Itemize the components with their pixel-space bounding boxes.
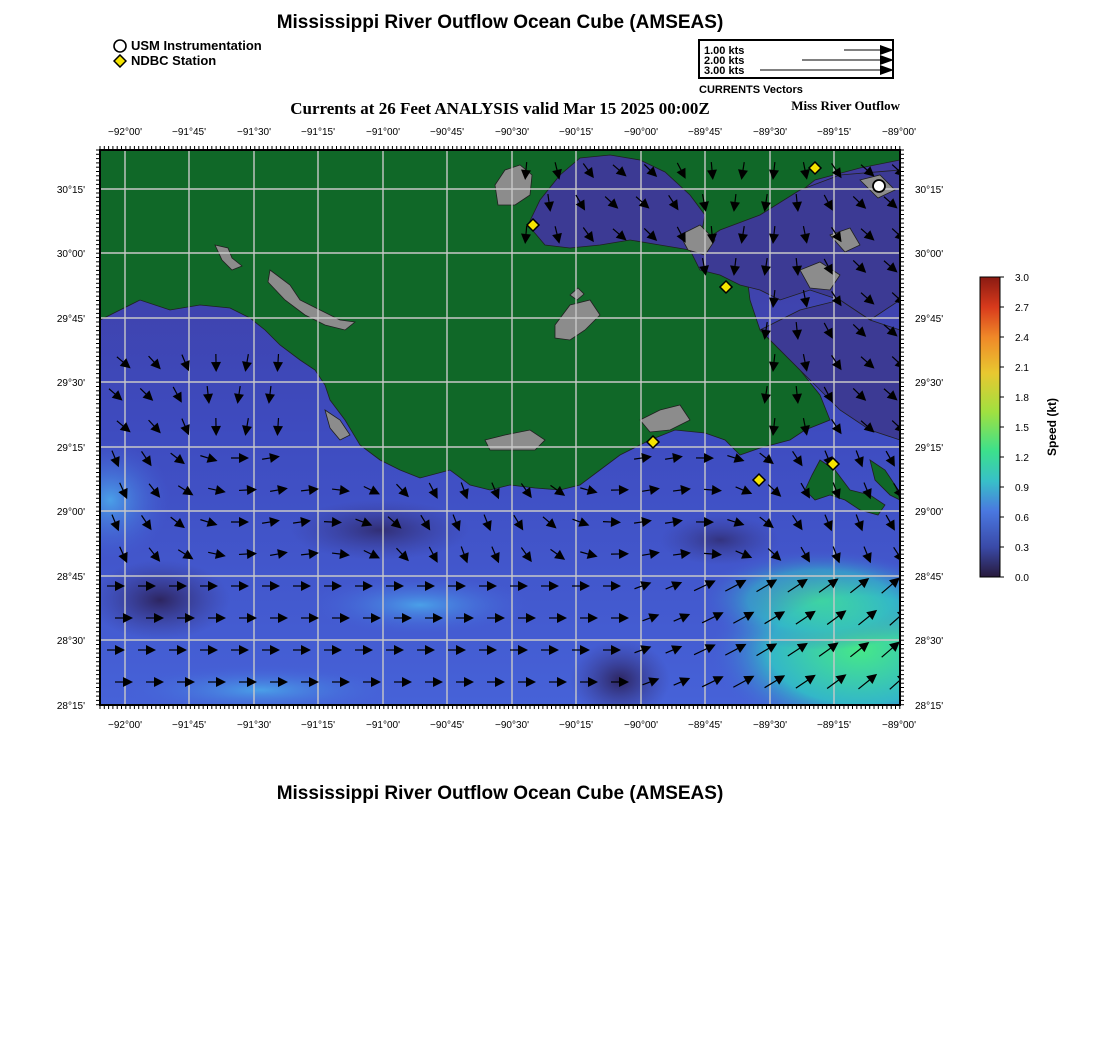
lon-tick-label: −91°15' <box>301 127 335 138</box>
colorbar-tick: 0.3 <box>1015 543 1029 554</box>
second-map-title: Mississippi River Outflow Ocean Cube (AMSEAS) <box>276 783 724 804</box>
lat-tick-label: 30°15' <box>915 185 944 196</box>
lat-tick-label: 30°00' <box>56 249 85 260</box>
lon-tick-label: −90°15' <box>559 720 593 731</box>
colorbar-tick: 0.9 <box>1015 483 1029 494</box>
lat-tick-labels-left <box>57 185 85 712</box>
lon-tick-label: −89°45' <box>688 720 722 731</box>
lon-tick-label: −89°00' <box>882 127 916 138</box>
lat-tick-label: 30°00' <box>915 249 944 260</box>
lat-tick-label: 29°45' <box>56 314 85 325</box>
lat-tick-label: 30°15' <box>56 185 85 196</box>
lon-tick-label: −90°45' <box>430 127 464 138</box>
lon-tick-label: −91°30' <box>237 127 271 138</box>
lat-tick-label: 28°15' <box>56 701 85 712</box>
colorbar-gradient <box>980 277 1000 577</box>
lat-tick-label: 28°30' <box>56 636 85 647</box>
lat-tick-label: 29°30' <box>915 378 944 389</box>
colorbar-label: Speed (kt) <box>1045 397 1059 457</box>
region-label: Miss River Outflow <box>791 98 900 113</box>
lat-tick-label: 29°15' <box>915 443 944 454</box>
lon-tick-label: −92°00' <box>108 127 142 138</box>
colorbar-tick: 2.7 <box>1015 303 1029 314</box>
lon-tick-label: −91°00' <box>366 127 400 138</box>
lon-tick-label: −90°00' <box>624 127 658 138</box>
vector-key-label-1: 1.00 kts <box>704 45 745 57</box>
lat-tick-label: 29°00' <box>915 507 944 518</box>
lon-tick-label: −89°45' <box>688 127 722 138</box>
colorbar-tick: 2.4 <box>1015 333 1029 344</box>
lat-tick-labels-right <box>915 185 943 712</box>
lat-tick-label: 29°00' <box>56 507 85 518</box>
lon-tick-label: −90°00' <box>624 720 658 731</box>
lon-tick-label: −91°15' <box>301 720 335 731</box>
lon-tick-label: −90°15' <box>559 127 593 138</box>
colorbar-tick: 2.1 <box>1015 363 1029 374</box>
lat-tick-label: 29°15' <box>56 443 85 454</box>
lon-tick-label: −91°45' <box>172 127 206 138</box>
lon-tick-labels-bottom <box>108 720 916 731</box>
lon-tick-label: −90°30' <box>495 720 529 731</box>
vector-key-label-3: 3.00 kts <box>704 65 745 77</box>
legend-usm-label: USM Instrumentation <box>131 38 262 53</box>
lon-tick-labels-top <box>108 127 916 138</box>
speed-colorbar <box>970 265 1070 590</box>
lon-tick-label: −91°45' <box>172 720 206 731</box>
map-subtitle: Currents at 26 Feet ANALYSIS valid Mar 15 2025 00:00Z <box>290 99 710 118</box>
lon-tick-label: −91°30' <box>237 720 271 731</box>
lat-tick-label: 28°30' <box>915 636 944 647</box>
vector-key-caption: CURRENTS Vectors <box>699 84 803 96</box>
lat-tick-label: 29°45' <box>915 314 944 325</box>
lon-tick-label: −89°15' <box>817 720 851 731</box>
lon-tick-label: −89°30' <box>753 127 787 138</box>
lat-tick-label: 28°45' <box>915 572 944 583</box>
map-title: Mississippi River Outflow Ocean Cube (AMSEAS) <box>276 12 724 33</box>
lon-tick-label: −89°30' <box>753 720 787 731</box>
legend-ndbc-label: NDBC Station <box>131 53 217 68</box>
lon-tick-label: −89°00' <box>882 720 916 731</box>
lon-tick-label: −89°15' <box>817 127 851 138</box>
lon-tick-label: −91°00' <box>366 720 400 731</box>
colorbar-tick: 1.8 <box>1015 393 1029 404</box>
colorbar-tick: 3.0 <box>1015 273 1029 284</box>
lon-tick-label: −92°00' <box>108 720 142 731</box>
colorbar-tick: 0.6 <box>1015 513 1029 524</box>
lat-tick-label: 28°15' <box>915 701 944 712</box>
colorbar-tick: 1.2 <box>1015 453 1029 464</box>
usm-instrumentation-marker[interactable] <box>873 180 885 192</box>
vector-key-label-2: 2.00 kts <box>704 55 745 67</box>
colorbar-tick: 0.0 <box>1015 573 1029 584</box>
lat-tick-label: 28°45' <box>56 572 85 583</box>
lon-tick-label: −90°45' <box>430 720 464 731</box>
colorbar-tick: 1.5 <box>1015 423 1029 434</box>
lon-tick-label: −90°30' <box>495 127 529 138</box>
lat-tick-label: 29°30' <box>56 378 85 389</box>
